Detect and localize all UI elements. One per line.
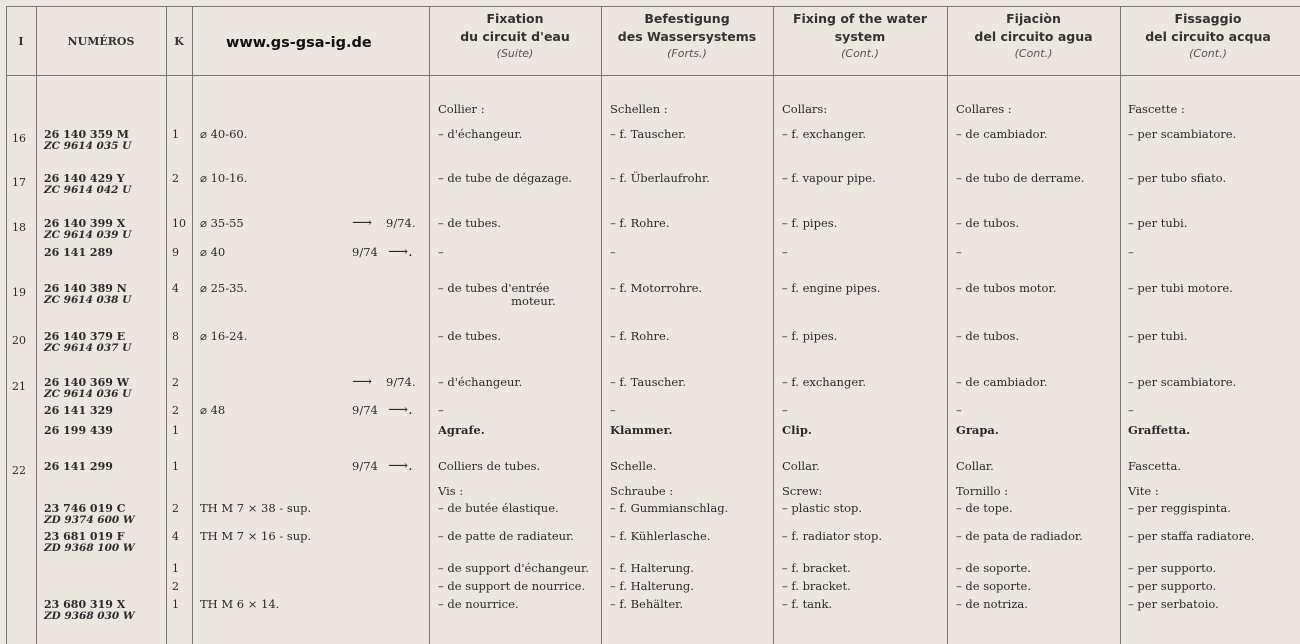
table-row	[0, 128, 1300, 154]
desc-it: – per supporto.	[1128, 579, 1217, 593]
desc-es: – de soporte.	[956, 561, 1031, 575]
header-it	[1120, 10, 1296, 62]
desc-de: – f. Halterung.	[610, 579, 694, 593]
arrow-icon: ⟶	[352, 215, 373, 231]
desc-en: – f. bracket.	[782, 561, 851, 575]
alt-part-number: ZD 9368 100 W	[44, 542, 135, 554]
quantity: 4	[172, 530, 179, 543]
desc-it: – per serbatoio.	[1128, 597, 1219, 611]
desc-fr: – de tube de dégazage.	[438, 171, 573, 185]
desc-it: –	[1128, 245, 1134, 259]
header-fr	[429, 10, 601, 62]
spec: ⌀ 40	[200, 245, 226, 259]
quantity: 10	[172, 217, 186, 230]
quantity: 1	[172, 598, 179, 611]
table-row	[0, 282, 1300, 308]
quantity: 4	[172, 282, 179, 295]
table-row	[0, 502, 1300, 528]
desc-fr: – de nourrice.	[438, 597, 519, 611]
header-col-i: I	[18, 35, 24, 48]
alt-part-number: ZC 9614 038 U	[44, 294, 132, 306]
header-de-title: Befestigung des Wassersystems	[617, 11, 757, 44]
desc-en: Clip.	[782, 423, 812, 437]
table-row	[0, 172, 1300, 198]
watermark-url: www.gs-gsa-ig.de	[226, 35, 372, 51]
arrow-icon: ⟶.	[388, 244, 413, 260]
arrow-icon: ⟶.	[388, 402, 413, 418]
desc-it: Fascetta.	[1128, 459, 1181, 473]
desc-de: Schelle.	[610, 459, 657, 473]
desc-en: – f. bracket.	[782, 579, 851, 593]
spec: ⌀ 35-55	[200, 216, 244, 230]
header-en	[773, 10, 947, 62]
quantity: 1	[172, 460, 179, 473]
arrow-icon: ⟶	[352, 374, 373, 390]
row-index: 17	[12, 176, 26, 189]
desc-fr: – de support d'échangeur.	[438, 561, 589, 575]
desc-it: – per scambiatore.	[1128, 375, 1237, 389]
desc-en: –	[782, 245, 788, 259]
part-number: 23 746 019 C	[44, 502, 126, 515]
table-row	[0, 103, 1300, 129]
part-number: 23 681 019 F	[44, 530, 125, 543]
spec: ⌀ 25-35.	[200, 281, 248, 295]
table-row	[0, 460, 1300, 486]
part-number: 26 140 359 M	[44, 128, 129, 141]
desc-es: –	[956, 403, 962, 417]
quantity: 9	[172, 246, 179, 259]
desc-it: –	[1128, 403, 1134, 417]
header-en-title: Fixing of the water system	[792, 11, 928, 44]
desc-en: – f. engine pipes.	[782, 281, 881, 295]
alt-part-number: ZC 9614 039 U	[44, 229, 132, 241]
row-index: 19	[12, 286, 26, 299]
desc-es: – de cambiador.	[956, 375, 1048, 389]
header-it-title: Fissaggio del circuito acqua	[1145, 11, 1271, 44]
spec: ⌀ 40-60.	[200, 127, 248, 141]
desc-fr: –	[438, 403, 444, 417]
table-row	[0, 530, 1300, 556]
desc-en: – f. pipes.	[782, 216, 838, 230]
header-es	[947, 10, 1120, 62]
part-number: 26 140 369 W	[44, 376, 130, 389]
row-index: 16	[12, 132, 26, 145]
header-es-sub: (Cont.)	[1014, 47, 1053, 60]
desc-it: – per staffa radiatore.	[1128, 529, 1255, 543]
desc-en: – f. radiator stop.	[782, 529, 882, 543]
desc-de: – f. Tauscher.	[610, 127, 687, 141]
desc-es: – de tubos.	[956, 329, 1020, 343]
desc-en: Collar.	[782, 459, 820, 473]
quantity: 1	[172, 128, 179, 141]
desc-fr: Collier :	[438, 102, 485, 116]
spec: TH M 7 × 38 - sup.	[200, 501, 312, 515]
desc-fr: – d'échangeur.	[438, 127, 523, 141]
desc-de: – f. Behälter.	[610, 597, 684, 611]
desc-it: Vite :	[1128, 484, 1159, 498]
header-fr-title: Fixation du circuit d'eau	[460, 11, 570, 44]
desc-es: Tornillo :	[956, 484, 1009, 498]
header-col-k: K	[174, 35, 184, 48]
desc-es: – de tope.	[956, 501, 1013, 515]
desc-de: – f. Motorrohre.	[610, 281, 703, 295]
desc-es: Collares :	[956, 102, 1012, 116]
quantity: 2	[172, 502, 179, 515]
quantity: 1	[172, 562, 179, 575]
desc-es: – de tubos.	[956, 216, 1020, 230]
desc-es: Grapa.	[956, 423, 999, 437]
table-row	[0, 246, 1300, 272]
date-note: 9/74.	[386, 375, 416, 389]
arrow-icon: ⟶.	[388, 458, 413, 474]
part-number: 26 140 389 N	[44, 282, 127, 295]
desc-fr: –	[438, 245, 444, 259]
header-it-sub: (Cont.)	[1189, 47, 1227, 60]
desc-de: – f. Überlaufrohr.	[610, 171, 710, 185]
desc-it: – per tubi.	[1128, 329, 1188, 343]
header-col-numeros: NUMÉROS	[67, 35, 135, 48]
spec: TH M 7 × 16 - sup.	[200, 529, 312, 543]
quantity: 2	[172, 404, 179, 417]
desc-de: – f. Kühlerlasche.	[610, 529, 711, 543]
desc-fr: – de tubes d'entrée moteur.	[438, 281, 556, 308]
header-de-sub: (Forts.)	[667, 47, 707, 60]
header-es-title: Fijaciòn del circuito agua	[974, 11, 1093, 44]
desc-es: – de tubos motor.	[956, 281, 1057, 295]
desc-en: – f. vapour pipe.	[782, 171, 876, 185]
alt-part-number: ZD 9374 600 W	[44, 514, 135, 526]
spec: ⌀ 16-24.	[200, 329, 248, 343]
desc-it: – per supporto.	[1128, 561, 1217, 575]
desc-it: Graffetta.	[1128, 423, 1191, 437]
part-number: 26 199 439	[44, 424, 113, 437]
quantity: 2	[172, 376, 179, 389]
quantity: 1	[172, 424, 179, 437]
desc-es: –	[956, 245, 962, 259]
desc-fr: Agrafe.	[438, 423, 485, 437]
part-number: 26 141 289	[44, 246, 113, 259]
desc-es: – de tubo de derrame.	[956, 171, 1085, 185]
date-note: 9/74	[352, 245, 378, 259]
header-divider	[6, 75, 1300, 76]
desc-fr: – de support de nourrice.	[438, 579, 586, 593]
quantity: 2	[172, 172, 179, 185]
spec: ⌀ 48	[200, 403, 226, 417]
desc-fr: – de tubes.	[438, 329, 501, 343]
desc-de: Schraube :	[610, 484, 674, 498]
table-row	[0, 598, 1300, 624]
header-de	[601, 10, 773, 62]
part-number: 26 140 379 E	[44, 330, 126, 343]
desc-es: – de pata de radiador.	[956, 529, 1083, 543]
alt-part-number: ZC 9614 036 U	[44, 388, 132, 400]
desc-it: – per scambiatore.	[1128, 127, 1237, 141]
desc-de: –	[610, 245, 616, 259]
desc-es: – de notriza.	[956, 597, 1028, 611]
date-note: 9/74.	[386, 216, 416, 230]
quantity: 8	[172, 330, 179, 343]
top-border	[6, 6, 1300, 7]
desc-en: – f. pipes.	[782, 329, 838, 343]
table-row	[0, 330, 1300, 356]
desc-de: Schellen :	[610, 102, 668, 116]
desc-de: – f. Tauscher.	[610, 375, 687, 389]
desc-de: – f. Gummianschlag.	[610, 501, 729, 515]
desc-it: – per tubo sfiato.	[1128, 171, 1227, 185]
desc-it: – per reggispinta.	[1128, 501, 1231, 515]
desc-en: Screw:	[782, 484, 823, 498]
desc-es: – de soporte.	[956, 579, 1031, 593]
alt-part-number: ZC 9614 035 U	[44, 140, 132, 152]
spec: ⌀ 10-16.	[200, 171, 248, 185]
desc-it: – per tubi.	[1128, 216, 1188, 230]
desc-fr: – de patte de radiateur.	[438, 529, 574, 543]
desc-en: – plastic stop.	[782, 501, 863, 515]
desc-de: – f. Rohre.	[610, 216, 670, 230]
desc-en: Collars:	[782, 102, 828, 116]
desc-de: –	[610, 403, 616, 417]
desc-de: – f. Halterung.	[610, 561, 694, 575]
alt-part-number: ZC 9614 042 U	[44, 184, 132, 196]
table-row	[0, 217, 1300, 243]
header-fr-sub: (Suite)	[496, 47, 534, 60]
desc-es: Collar.	[956, 459, 994, 473]
alt-part-number: ZD 9368 030 W	[44, 610, 135, 622]
desc-de: – f. Rohre.	[610, 329, 670, 343]
row-index: 18	[12, 221, 26, 234]
alt-part-number: ZC 9614 037 U	[44, 342, 132, 354]
desc-it: – per tubi motore.	[1128, 281, 1233, 295]
desc-en: – f. exchanger.	[782, 375, 867, 389]
desc-en: – f. exchanger.	[782, 127, 867, 141]
quantity: 2	[172, 580, 179, 593]
desc-en: – f. tank.	[782, 597, 833, 611]
desc-de: Klammer.	[610, 423, 673, 437]
part-number: 26 140 429 Y	[44, 172, 125, 185]
row-index: 20	[12, 334, 26, 347]
part-number: 26 140 399 X	[44, 217, 126, 230]
desc-en: –	[782, 403, 788, 417]
row-index: 21	[12, 380, 26, 393]
table-row	[0, 424, 1300, 450]
spec: TH M 6 × 14.	[200, 597, 280, 611]
header-en-sub: (Cont.)	[841, 47, 879, 60]
desc-es: – de cambiador.	[956, 127, 1048, 141]
desc-fr: – de butée élastique.	[438, 501, 559, 515]
desc-fr: Vis :	[438, 484, 464, 498]
part-number: 26 141 329	[44, 404, 113, 417]
part-number: 23 680 319 X	[44, 598, 126, 611]
row-index: 22	[12, 464, 26, 477]
desc-fr: Colliers de tubes.	[438, 459, 541, 473]
part-number: 26 141 299	[44, 460, 113, 473]
date-note: 9/74	[352, 459, 378, 473]
date-note: 9/74	[352, 403, 378, 417]
table-row	[0, 376, 1300, 402]
desc-fr: – d'échangeur.	[438, 375, 523, 389]
desc-it: Fascette :	[1128, 102, 1185, 116]
desc-fr: – de tubes.	[438, 216, 501, 230]
